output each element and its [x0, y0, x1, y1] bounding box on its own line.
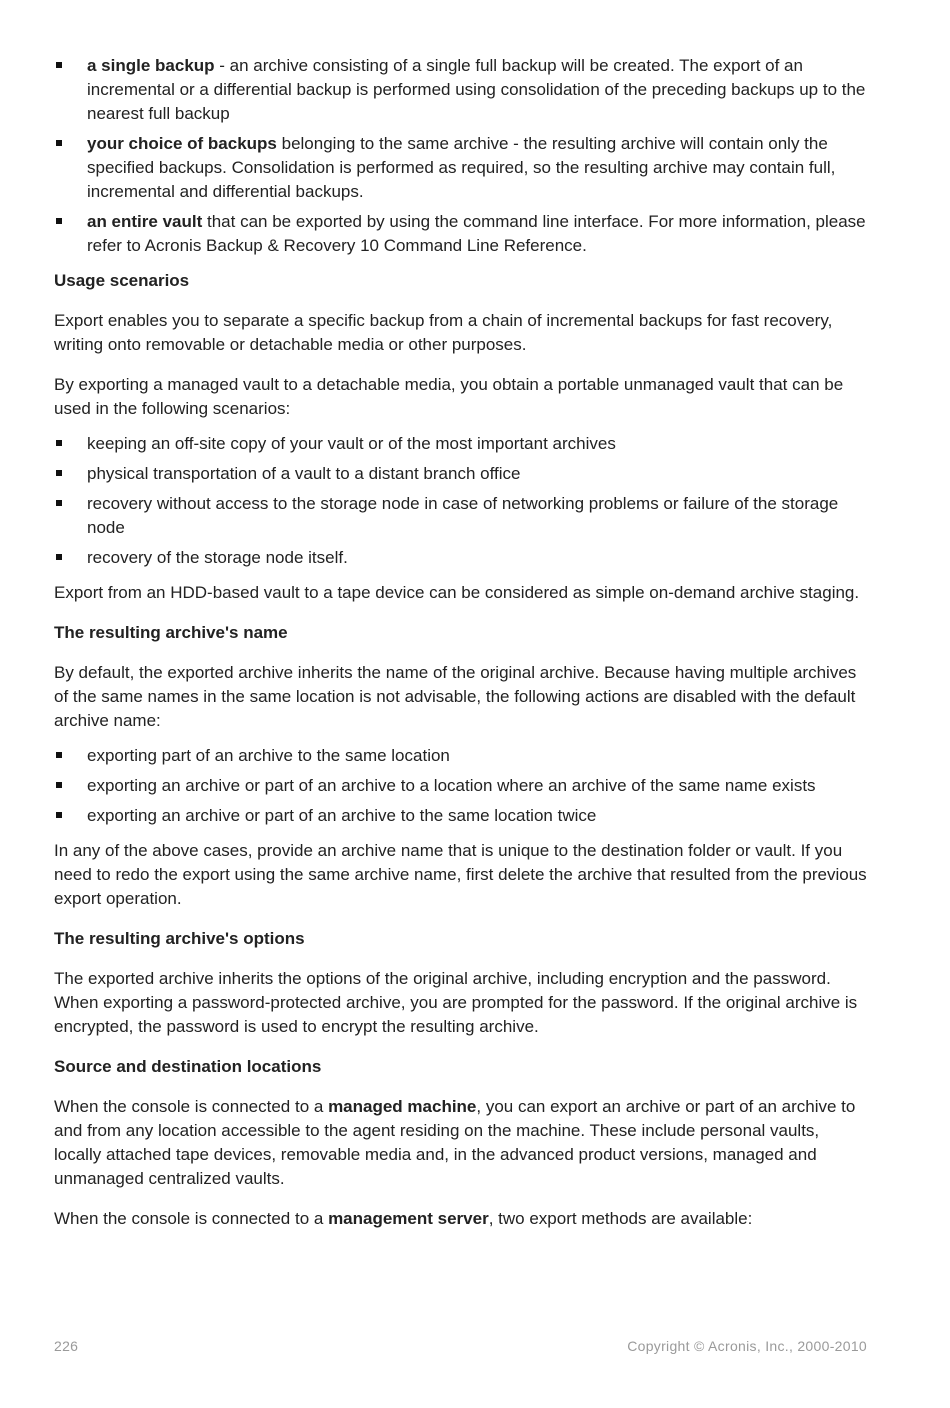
bullet-icon [56, 62, 62, 68]
list-item: exporting part of an archive to the same location [54, 744, 869, 768]
bullet-icon [56, 500, 62, 506]
bullet-icon [56, 440, 62, 446]
usage-scenarios-heading: Usage scenarios [54, 271, 190, 290]
archive-name-heading: The resulting archive's name [54, 623, 288, 642]
page-number: 226 [54, 1338, 79, 1354]
export-scope-list [54, 54, 869, 258]
list-item: physical transportation of a vault to a distant branch office [54, 462, 869, 486]
copyright-notice: Copyright © Acronis, Inc., 2000-2010 [627, 1338, 867, 1354]
list-item: a single backup - an archive consisting of a single full backup will be created. The export of an incremental or a differential backup is performed using consolidation of the preceding backups up to the nearest full backup [54, 54, 869, 126]
list-item: an entire vault that can be exported by using the command line interface. For more information, please refer to Acronis Backup & Recovery 10 Command Line Reference. [54, 210, 869, 258]
locations-heading: Source and destination locations [54, 1057, 322, 1076]
document-page [54, 54, 869, 1247]
bullet-icon [56, 782, 62, 788]
list-item: keeping an off-site copy of your vault or of the most important archives [54, 432, 869, 456]
archive-name-paragraph-2: In any of the above cases, provide an archive name that is unique to the destination folder or vault. If you need to redo the export using the same archive name, first delete the archive that resulted from the previous export operation. [54, 841, 867, 908]
list-item: exporting an archive or part of an archive to the same location twice [54, 804, 869, 828]
bullet-icon [56, 554, 62, 560]
archive-options-heading: The resulting archive's options [54, 929, 305, 948]
list-item: recovery without access to the storage node in case of networking problems or failure of the storage node [54, 492, 869, 540]
locations-paragraph-2: When the console is connected to a management server, two export methods are available: [54, 1209, 753, 1228]
list-item: exporting an archive or part of an archive to a location where an archive of the same name exists [54, 774, 869, 798]
list-item: your choice of backups belonging to the same archive - the resulting archive will contain only the specified backups. Consolidation is performed as required, so the resulting archive may contain full, incremental and differential backups. [54, 132, 869, 204]
usage-paragraph-3: Export from an HDD-based vault to a tape device can be considered as simple on-demand archive staging. [54, 583, 860, 602]
bullet-icon [56, 812, 62, 818]
usage-scenarios-list [54, 432, 869, 570]
locations-paragraph-1: When the console is connected to a managed machine, you can export an archive or part of an archive to and from any location accessible to the agent residing on the machine. These include personal vaults, locally attached tape devices, removable media and, in the advanced product versions, managed and unmanaged centralized vaults. [54, 1097, 856, 1188]
bullet-icon [56, 218, 62, 224]
archive-options-paragraph: The exported archive inherits the options of the original archive, including encryption and the password. When exporting a password-protected archive, you are prompted for the password. If the original archive is encrypted, the password is used to encrypt the resulting archive. [54, 969, 858, 1036]
archive-name-paragraph-1: By default, the exported archive inherits the name of the original archive. Because having multiple archives of the same names in the same location is not advisable, the following actions are disabled with the default archive name: [54, 663, 857, 730]
page-footer [54, 1338, 867, 1354]
disabled-actions-list [54, 744, 869, 828]
bullet-icon [56, 470, 62, 476]
bullet-icon [56, 752, 62, 758]
usage-paragraph-2: By exporting a managed vault to a detachable media, you obtain a portable unmanaged vault that can be used in the following scenarios: [54, 375, 844, 418]
list-item: recovery of the storage node itself. [54, 546, 869, 570]
bullet-icon [56, 140, 62, 146]
usage-paragraph-1: Export enables you to separate a specific backup from a chain of incremental backups for fast recovery, writing onto removable or detachable media or other purposes. [54, 311, 833, 354]
